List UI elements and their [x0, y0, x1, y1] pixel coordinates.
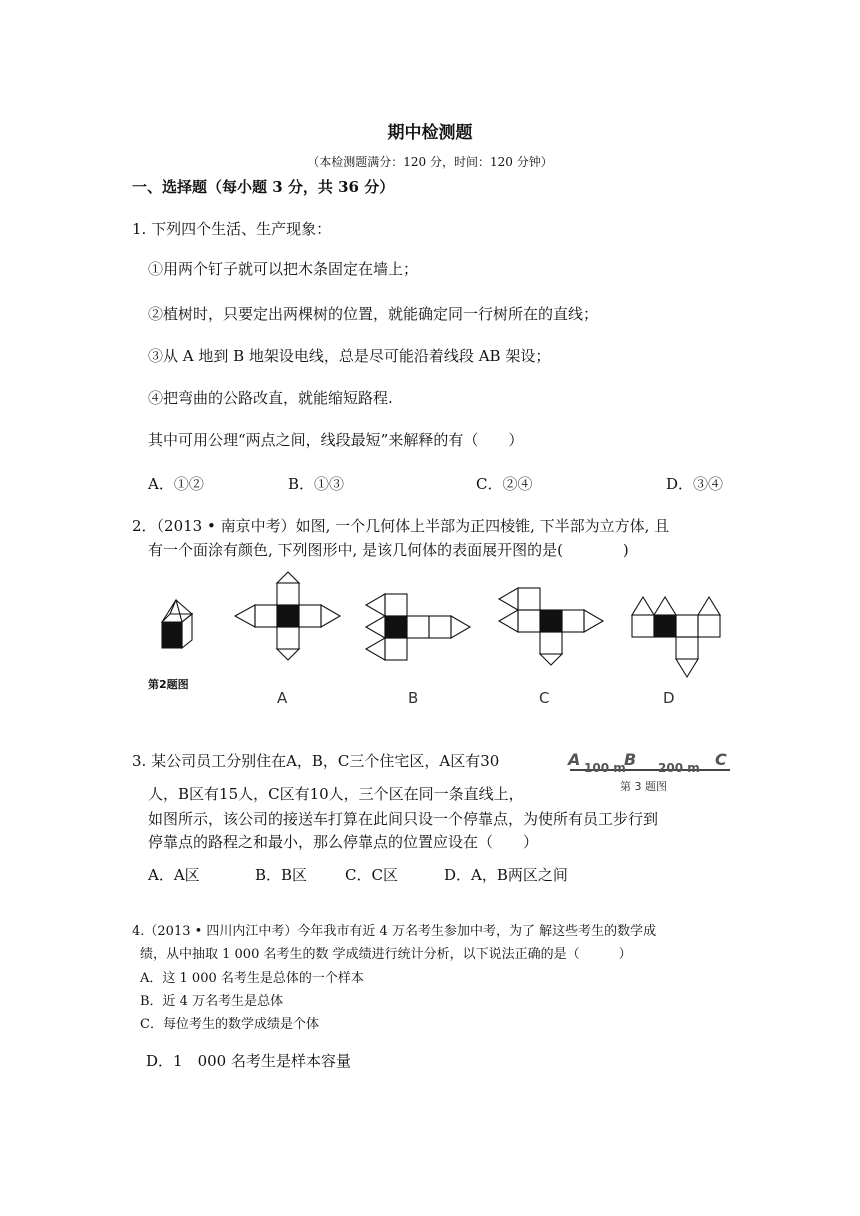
q3-option-a: A．A区: [148, 866, 200, 884]
q4-line-2: 绩，从中抽取 1 000 名考生的数 学成绩进行统计分析，以下说法正确的是（ ）: [140, 947, 632, 962]
q1-item-2: ②植树时，只要定出两棵树的位置，就能确定同一行树所在的直线；: [148, 305, 599, 323]
q3-line-1: 3. 某公司员工分别住在A，B，C三个住宅区，A区有30: [132, 752, 500, 770]
net-option-d: [632, 597, 720, 677]
q1-option-a: A．①②: [148, 475, 204, 493]
page-title: 期中检测题: [387, 123, 473, 143]
q2-line-1: 2．（2013 • 南京中考）如图, 一个几何体上半部为正四棱锥, 下半部为立方体, 且: [132, 517, 670, 535]
q3-line-4: 停靠点的路程之和最小，那么停靠点的位置应设在（ ）: [148, 833, 539, 851]
q3-distance-bc: 200 m: [658, 761, 700, 775]
q4-line-1: 4.（2013 • 四川内江中考）今年我市有近 4 万名考生参加中考，为了 解这些考生的数学成: [132, 924, 657, 939]
q2-label-b: B: [408, 689, 419, 707]
q1-item-1: ①用两个钉子就可以把木条固定在墙上；: [148, 260, 419, 278]
q2-figure-caption: 第2题图: [148, 678, 189, 691]
cube-pyramid-icon: [162, 600, 192, 648]
q3-point-c: C: [715, 750, 727, 769]
q1-option-c: C．②④: [476, 475, 533, 493]
q3-point-a: A: [568, 750, 581, 769]
q3-figure-caption: 第 3 题图: [620, 780, 667, 792]
net-option-b: [366, 594, 470, 660]
q1-option-d: D．③④: [666, 475, 724, 493]
q1-option-b: B．①③: [288, 475, 345, 493]
q3-figure: [560, 744, 740, 792]
q2-line-2: 有一个面涂有颜色, 下列图形中, 是该几何体的表面展开图的是( ): [148, 541, 629, 559]
q1-question: 其中可用公理“两点之间，线段最短”来解释的有（ ）: [148, 431, 524, 449]
q3-line-2: 人，B区有15人，C区有10人，三个区在同一条直线上，: [148, 785, 524, 803]
q1-item-3: ③从 A 地到 B 地架设电线，总是尽可能沿着线段 AB 架设；: [148, 347, 551, 365]
q2-label-d: D: [663, 689, 675, 707]
q3-distance-ab: 100 m: [584, 761, 626, 775]
q3-option-d: D．A，B两区之间: [444, 866, 568, 884]
net-option-a: [235, 572, 340, 660]
q2-label-c: C: [539, 689, 550, 707]
net-option-c: [499, 588, 603, 665]
q1-item-4: ④把弯曲的公路改直，就能缩短路程.: [148, 389, 393, 407]
q4-option-c: C．每位考生的数学成绩是个体: [140, 1017, 319, 1032]
q4-option-a: A．这 1 000 名考生是总体的一个样本: [140, 971, 364, 986]
q4-option-d: D．1 000 名考生是样本容量: [146, 1052, 351, 1070]
exam-info: （本检测题满分：120 分，时间：120 分钟）: [307, 155, 553, 169]
q1-stem: 1. 下列四个生活、生产现象：: [132, 220, 332, 238]
q3-point-b: B: [624, 750, 637, 769]
q2-figure: [140, 570, 740, 710]
q4-option-b: B．近 4 万名考生是总体: [140, 994, 284, 1009]
q3-line-3: 如图所示，该公司的接送车打算在此间只设一个停靠点，为使所有员工步行到: [148, 810, 659, 828]
q3-option-c: C．C区: [345, 866, 398, 884]
q3-option-b: B．B区: [255, 866, 308, 884]
q2-label-a: A: [277, 689, 288, 707]
section-heading: 一、选择题（每小题 3 分，共 36 分）: [132, 178, 395, 196]
